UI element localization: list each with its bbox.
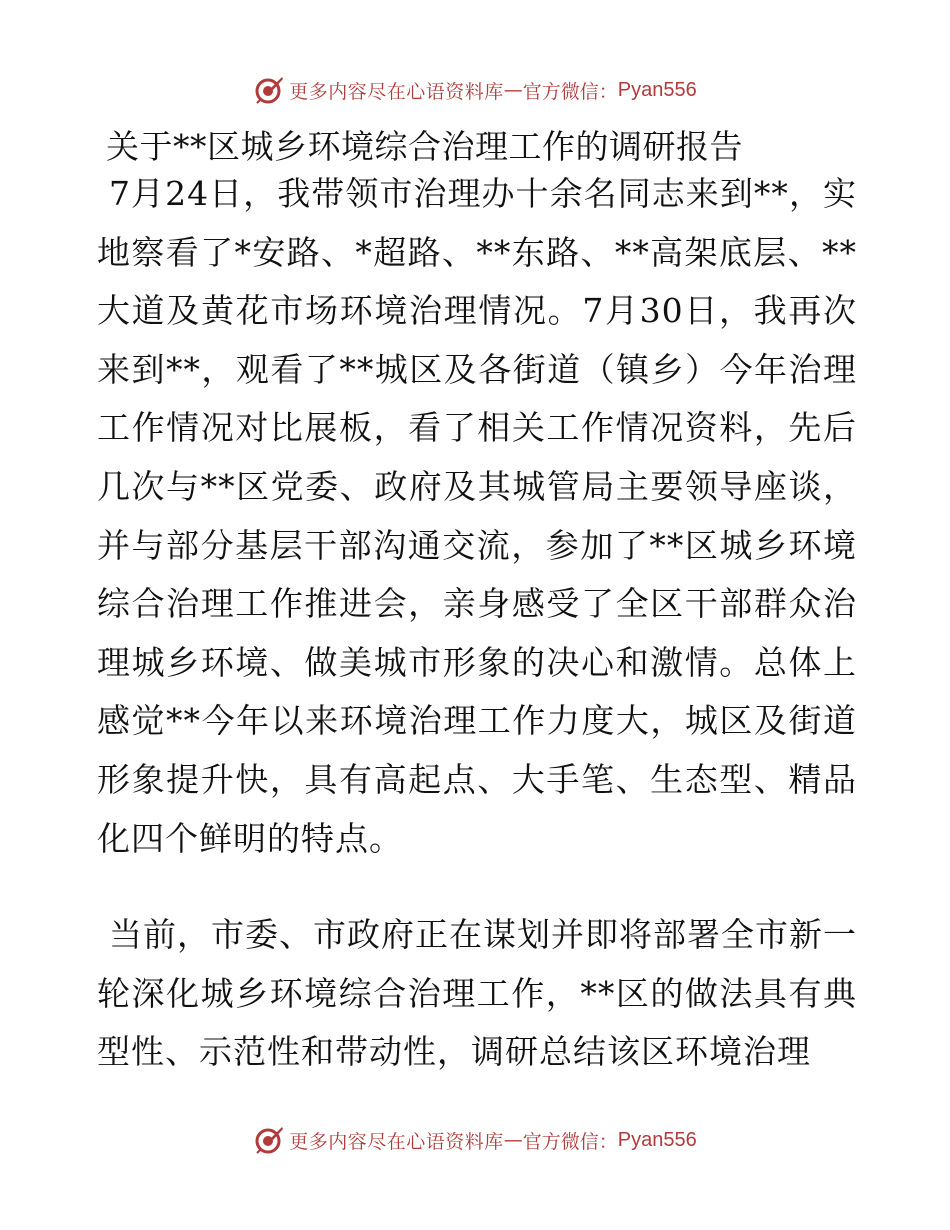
banner-text: 更多内容尽在心语资料库	[289, 1130, 504, 1153]
quill-seal-logo-icon	[253, 74, 285, 106]
banner-wechat-label: 官方微信：	[522, 80, 618, 103]
paragraph-1: 7月24日，我带领市治理办十余名同志来到**，实地察看了*安路、*超路、**东路、**高架底层、**大道及黄花市场环境治理情况。7月30日，我再次来到**，观看了**城区及各街道（镇乡）今年治理工作情况对比展板，看了相关工作情况资料，先后几次与**区党委、政府及其城管局主要领导座谈，并与部分基层干部沟通交流，参加了**区城乡环境综合治理工作推进会，亲身感受了全区干部群众治理城乡环境、做美城市形象的决心和激情。总体上感觉**今年以来环境治理工作力度大，城区及街道形象提升快，具有高起点、大手笔、生态型、精品化四个鲜明的特点。	[97, 174, 857, 858]
banner-separator: —	[503, 1129, 523, 1151]
paragraph-2: 当前，市委、市政府正在谋划并即将部署全市新一轮深化城乡环境综合治理工作，**区的做法具有典型性、示范性和带动性，调研总结该区环境治理	[97, 915, 857, 1072]
banner-separator: —	[503, 79, 523, 101]
quill-seal-logo-icon	[253, 1124, 285, 1156]
banner-text: 更多内容尽在心语资料库	[289, 80, 504, 103]
banner-wechat-id: Pyan556	[617, 1128, 697, 1151]
banner-wechat-label: 官方微信：	[522, 1130, 618, 1153]
document-title: 关于**区城乡环境综合治理工作的调研报告	[106, 127, 743, 166]
header-banner	[0, 70, 950, 110]
footer-banner	[0, 1120, 950, 1160]
banner-wechat-id: Pyan556	[617, 78, 697, 101]
